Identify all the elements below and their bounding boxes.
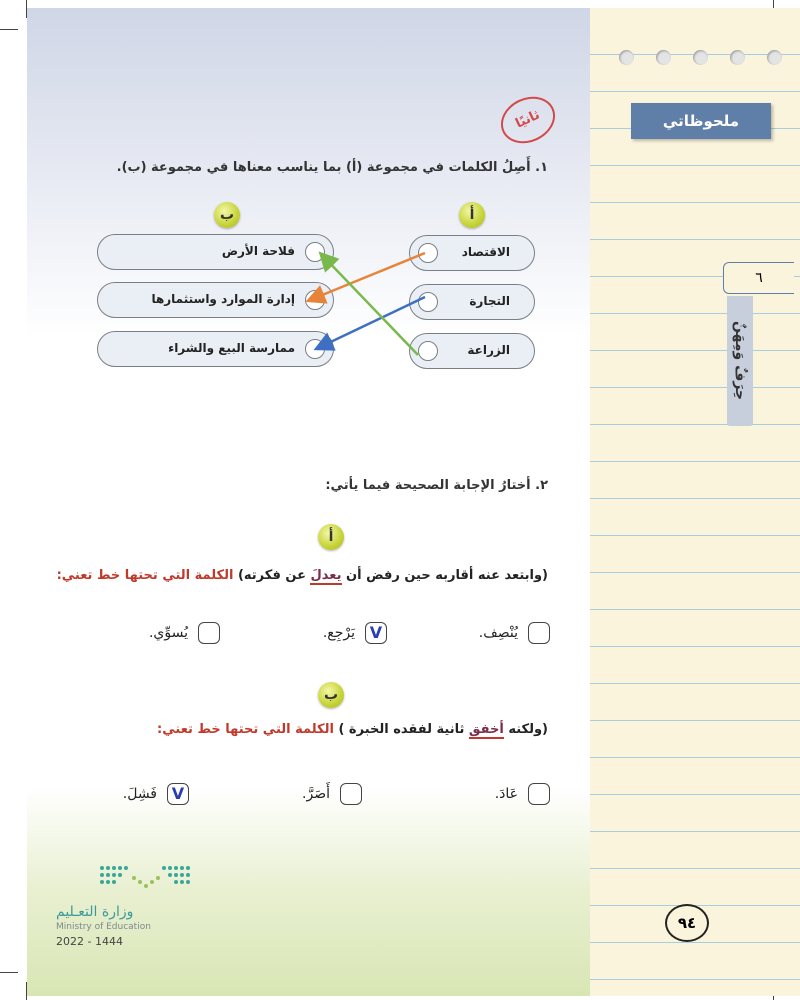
option-label: فَشِلَ. xyxy=(122,786,157,802)
part-b-label: ب xyxy=(318,682,344,708)
sentence-text: (وابتعد عنه أقاربه حين رفض أن xyxy=(341,568,548,583)
answer-option[interactable] xyxy=(149,622,220,644)
edition-year: 2022 - 1444 xyxy=(56,935,123,948)
group-a-label: أ xyxy=(459,202,485,228)
option-label: يُسوِّي. xyxy=(148,625,188,641)
question-2-prompt: ٢. أختارُ الإجابة الصحيحة فيما يأتي: xyxy=(325,478,548,493)
group-b-item-label: ممارسة البيع والشراء xyxy=(168,341,295,355)
page-number: ٩٤ xyxy=(665,904,709,942)
ministry-logo xyxy=(56,862,196,948)
logo-dots-icon xyxy=(98,862,194,892)
group-b-label: ب xyxy=(214,202,240,228)
part-a-label: أ xyxy=(318,524,344,550)
checkbox[interactable] xyxy=(198,622,220,644)
instruction-text: الكلمة التي تحتها خط تعني: xyxy=(56,568,234,583)
group-a-item-label: الاقتصاد xyxy=(461,245,510,259)
chapter-number: ٦ xyxy=(723,262,794,294)
group-b-item-label: إدارة الموارد واستثمارها xyxy=(151,292,295,306)
option-label: يَرْجِع. xyxy=(322,625,355,641)
checkbox[interactable] xyxy=(528,783,550,805)
part-b-sentence xyxy=(157,722,548,737)
checkbox[interactable] xyxy=(340,783,362,805)
answer-option[interactable] xyxy=(495,783,550,805)
match-line-trade xyxy=(318,297,425,348)
group-a-item-label: التجارة xyxy=(469,294,510,308)
answer-option[interactable] xyxy=(323,622,387,644)
group-a-item-label: الزراعة xyxy=(467,343,510,357)
section-badge: ثانيًا xyxy=(493,88,562,152)
part-a-sentence xyxy=(57,568,548,583)
underlined-word: يعدلَ xyxy=(310,568,342,583)
ministry-name-english: Ministry of Education xyxy=(56,922,151,932)
chapter-title: حِرَفٌ وَمِهَنٌ xyxy=(727,296,753,426)
checkbox[interactable] xyxy=(528,622,550,644)
sentence-text: (ولكنه xyxy=(503,722,548,737)
option-label: عَادَ. xyxy=(494,786,518,802)
group-b-item-label: فلاحة الأرض xyxy=(221,244,295,258)
notes-tab: ملحوظاتي xyxy=(631,103,771,139)
instruction-text: الكلمة التي تحتها خط تعني: xyxy=(157,722,334,737)
option-label: يُنْصِف. xyxy=(478,625,518,641)
checkbox[interactable]: V xyxy=(167,783,189,805)
option-label: أَصَرَّ. xyxy=(302,786,330,802)
sentence-text: عن فكرته) xyxy=(233,568,311,583)
underlined-word: أخفق xyxy=(468,722,504,737)
ministry-name-arabic: وزارة التعـليم xyxy=(56,904,134,920)
sentence-text: ثانية لفقده الخبرة ) xyxy=(333,722,469,737)
answer-option[interactable] xyxy=(302,783,362,805)
answer-option[interactable] xyxy=(123,783,189,805)
checkbox[interactable]: V xyxy=(365,622,387,644)
answer-option[interactable] xyxy=(479,622,550,644)
question-1-prompt: ١. أَصِلُ الكلمات في مجموعة (أ) بما يناسب معناها في مجموعة (ب). xyxy=(116,160,548,175)
